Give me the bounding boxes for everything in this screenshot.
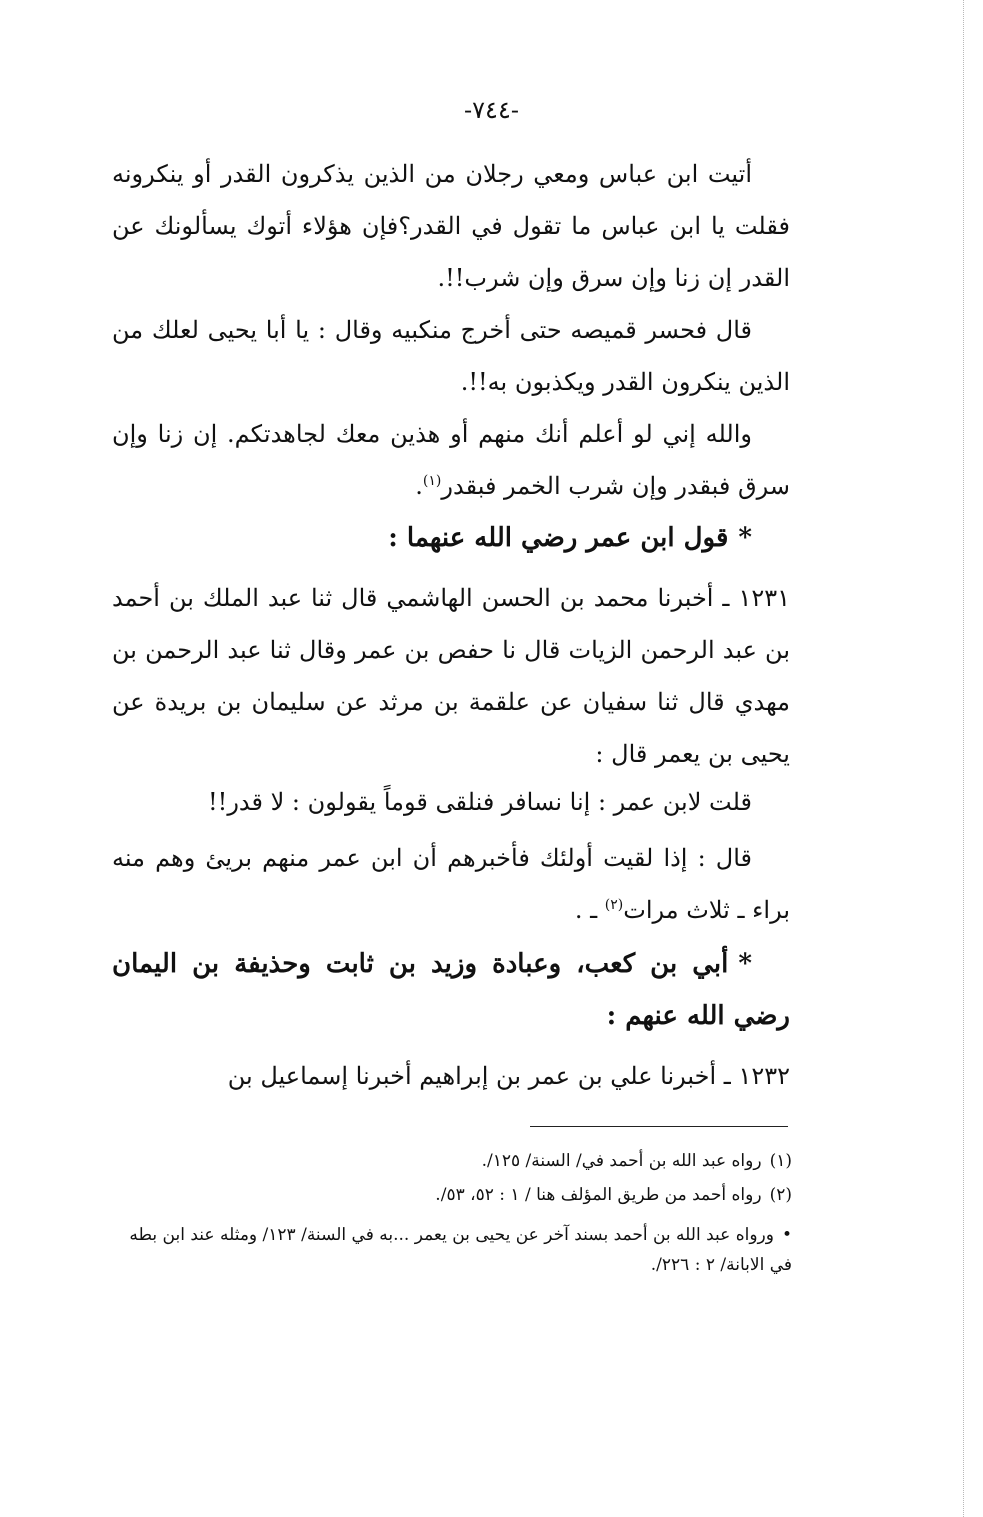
footnote-text: رواه أحمد من طريق المؤلف هنا / ١ : ٥٢، ٥٣/. <box>435 1185 762 1205</box>
narration-paragraph-3 <box>112 408 790 512</box>
heading-text: قول ابن عمر رضي الله عنهما : <box>388 523 729 553</box>
footnote-text: رواه عبد الله بن أحمد في/ السنة/ ١٢٥/. <box>481 1151 762 1171</box>
heading-text: أبي بن كعب، وعبادة وزيد بن ثابت وحذيفة بن اليمان رضي الله عنهم : <box>112 949 790 1031</box>
footnote-mark: (١) <box>769 1151 792 1171</box>
footnote-ref-2: (٢) <box>604 897 624 913</box>
narration-paragraph-1: أتيت ابن عباس ومعي رجلان من الذين يذكرون القدر أو ينكرونه فقلت يا ابن عباس ما تقول في القدر؟فإن هؤلاء أتوك يسألونك عن القدر إن زنا وإن سرق وإن شرب!!. <box>112 160 790 292</box>
hadith-1231-isnad: ١٢٣١ ـ أخبرنا محمد بن الحسن الهاشمي قال ثنا عبد الملك بن أحمد بن عبد الرحمن الزيات قال نا حفص بن عمر وقال ثنا عبد الرحمن بن مهدي قال ثنا سفيان عن علقمة بن مرثد عن سليمان بن بريدة عن يحيى بن يعمر قال : <box>112 584 790 768</box>
footnote-2 <box>112 1180 792 1210</box>
paragraph-3-end: . <box>415 472 423 500</box>
narration-paragraph-2: قال فحسر قميصه حتى أخرج منكبيه وقال : يا أبا يحيى لعلك من الذين ينكرون القدر ويكذبون به!!. <box>112 316 790 396</box>
answer-text: قال : إذا لقيت أولئك فأخبرهم أن ابن عمر منهم بريئ وهم منه براء ـ ثلاث مرات <box>112 844 790 924</box>
hadith-1232-isnad: ١٢٣٢ ـ أخبرنا علي بن عمر بن إبراهيم أخبرنا إسماعيل بن <box>227 1062 790 1090</box>
page-number: -٧٤٤- <box>464 96 519 124</box>
footnote-mark: (٢) <box>769 1185 792 1205</box>
footnote-1 <box>112 1146 792 1176</box>
section-heading-ibn-umar <box>112 512 790 564</box>
footnote-ref-1: (١) <box>422 473 442 489</box>
footnote-mark: • <box>781 1225 792 1245</box>
hadith-1231-question: قلت لابن عمر : إنا نسافر فنلقى قوماً يقولون : لا قدر!! <box>208 788 752 816</box>
footnote-text: ورواه عبد الله بن أحمد بسند آخر عن يحيى بن يعمر ...به في السنة/ ١٢٣/ ومثله عند ابن بطه في الابانة/ ٢ : ٢٢٦/. <box>129 1225 792 1275</box>
footnote-3 <box>112 1220 792 1280</box>
paragraph-3-text: والله إني لو أعلم أنك منهم أو هذين معك لجاهدتكم. إن زنا وإن سرق فبقدر وإن شرب الخمر فبقدر <box>112 420 790 500</box>
heading-star: * <box>738 523 752 553</box>
answer-end: ـ . <box>574 896 598 924</box>
section-heading-companions <box>112 938 790 1042</box>
hadith-1231-answer <box>112 832 790 936</box>
heading-star: * <box>738 949 752 979</box>
footnote-separator <box>530 1126 788 1127</box>
page-edge-rule <box>963 0 964 1517</box>
